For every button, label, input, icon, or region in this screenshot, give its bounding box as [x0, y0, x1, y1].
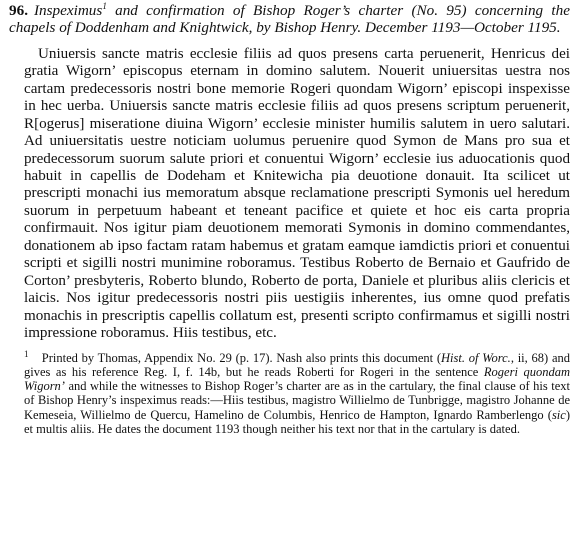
footnote-title-hist-of-worc: Hist. of Worc.: [441, 350, 511, 365]
footnote-marker: 1: [24, 348, 29, 359]
footnote-text-4: ) et multis aliis. He dates the document 1193 though neither his text nor that in the cartulary is dated.: [24, 407, 570, 436]
footnote-reference: 1: [102, 0, 107, 11]
footnotes: [9, 348, 570, 437]
footnote-text-1: Printed by Thomas, Appendix No. 29 (p. 17). Nash also prints this document (: [38, 350, 442, 365]
footnote-quote: Rogeri quondam Wigorn’: [24, 364, 570, 394]
charter-text-block: [9, 46, 570, 343]
footnote-1: [24, 348, 570, 437]
footnote-text-2: , ii, 68) and gives as his reference Reg. I, f. 14b, but he reads Roberti for Rogeri in the sentence: [24, 350, 570, 379]
charter-heading: [9, 2, 570, 37]
heading-text-part2: and confirmation of Bishop Roger’s charter (No. 95) concerning the chapels of Doddenham and Knightwick, by Bishop Henry. December 1193—October 1195.: [9, 2, 570, 37]
footnote-text-3: and while the witnesses to Bishop Roger’s charter are as in the cartulary, the final clause of his text of Bishop Henry’s inspeximus reads:—Hiis testibus, magistro Willielmo de Tunbrigge, magistro Johanne de Kemeseia, Willielmo de Quercu, Hamelino de Columbis, Henrico de Hampton, Ignardo Ramberlengo (: [24, 379, 570, 422]
charter-text: Uniuersis sancte matris ecclesie filiis ad quos presens carta peruenerit, Henricus dei gratia Wigorn’ episcopus eternam in domino salutem. Nouerit uniuersitas uestra nos cartam predecessoris nostri bone memorie Rogeri quondam Wigorn’ episcopi inspexisse in hec uerba. Uniuersis sancte matris ecclesie filiis ad quos presens scriptum peruenerit, R[ogerus] miseratione diuina Wigorn’ ecclesie minister humilis salutem in uero salutari. Ad uniuersitatis uestre noticiam uolumus peruenire quod Symon de Mans pro sua et predecessorum suorum salute priori et conuentui Wigorn’ ecclesie ius aduocationis quod habuit in capellis de Dodeham et Knitewicha pia deuotione donauit. Ita scilicet ut prescripti monachi ius memoratum absque reclamatione prescripti Symonis uel heredum suorum in perpetuum habeant et teneant pacifice et quiete et hoc eis carta propria confirmauit. Nos igitur piam deuotionem memorati Symonis in domino commendantes, donationem ab ipso factam ratam habemus et gratam eamque iamdictis priori et conuentui scripti et sigilli nostri munimine roboramus. Testibus Roberto de Bernaio et Gaufrido de Corton’ presbyteris, Roberto blundo, Roberto de porta, Daniele et pluribus aliis clericis et laicis. Nos igitur predecessoris nostri piis uestigiis inherentes, ius omne quod prefatis monachis in prescriptis capellis collatum est, presenti scripto confirmamus et sigilli nostri impressione roboramus. Hiis testibus, etc.: [24, 45, 570, 342]
footnote-sic: sic: [551, 407, 566, 422]
heading-text-part1: Inspeximus: [33, 2, 103, 19]
charter-number: 96.: [9, 2, 28, 19]
